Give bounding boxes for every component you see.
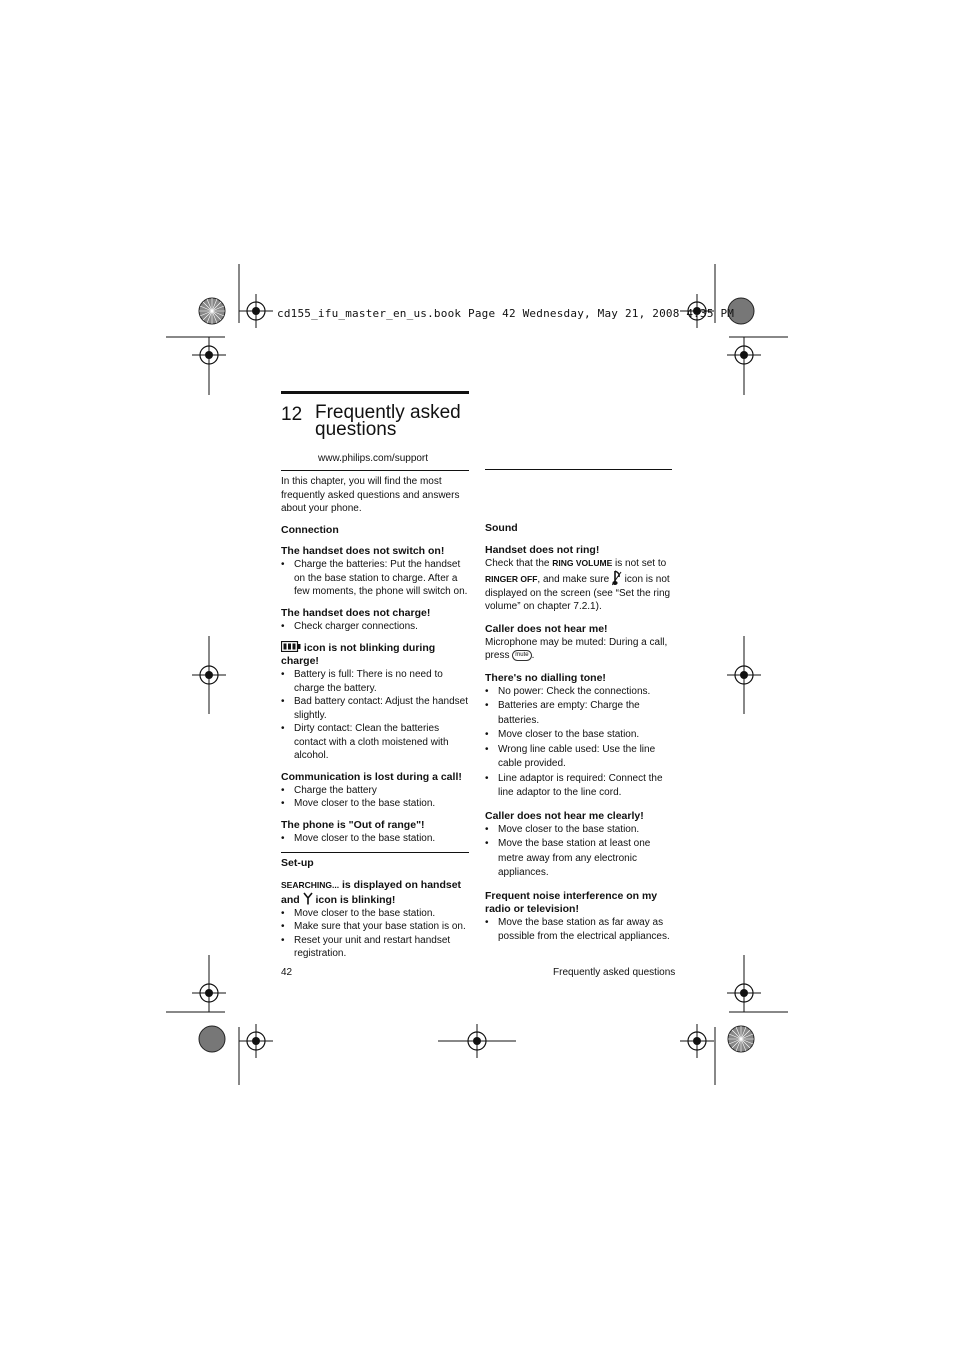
faq-list <box>281 832 471 846</box>
faq-title-part: icon is blinking! <box>312 893 396 906</box>
section-connection: Connection <box>281 523 339 536</box>
text-run: is not set to <box>612 557 667 569</box>
list-item: • Bad battery contact: Adjust the handset slightly. <box>281 695 471 722</box>
faq-title: Caller does not hear me clearly! <box>485 809 644 822</box>
list-item: • Move closer to the base station. <box>281 797 471 811</box>
right-column <box>485 522 675 945</box>
left-column <box>281 475 471 961</box>
list-item: • Move closer to the base station. <box>485 728 675 743</box>
list-item: • Make sure that your base station is on. <box>281 920 471 934</box>
faq-list <box>281 907 471 961</box>
list-item: • Move the base station as far away as possible from the electrical appliances. <box>485 916 675 945</box>
text-run: Microphone may be muted: During a call, press <box>485 636 668 661</box>
text-run: , and make sure <box>537 574 612 585</box>
faq-list <box>281 784 471 811</box>
list-item: • Dirty contact: Clean the batteries contact with a cloth moistened with alcohol. <box>281 722 471 763</box>
chapter-title: Frequently asked questions <box>315 402 461 440</box>
page-number: 42 <box>281 967 293 978</box>
text-run: Check that the <box>485 557 553 569</box>
faq-list <box>485 823 675 881</box>
list-item: • Battery is full: There is no need to charge the battery. <box>281 668 471 695</box>
searching-label: SEARCHING... <box>281 879 340 890</box>
section-sound: Sound <box>485 522 518 534</box>
faq-list <box>485 916 675 945</box>
faq-title: Caller does not hear me! <box>485 622 608 635</box>
faq-answer <box>485 557 675 614</box>
faq-title <box>281 641 471 668</box>
faq-answer <box>485 636 675 663</box>
faq-title: Frequent noise interference on my radio or television! <box>485 889 658 915</box>
faq-list <box>281 558 471 599</box>
faq-title: The phone is "Out of range"! <box>281 818 425 831</box>
ring-volume-label: RING VOLUME <box>552 557 613 568</box>
list-item: • Charge the batteries: Put the handset on the base station to charge. After a few moments, the phone will switch on. <box>281 558 471 599</box>
section-setup: Set-up <box>281 857 314 869</box>
faq-title: Handset does not ring! <box>485 543 600 556</box>
list-item: • Move closer to the base station. <box>485 823 675 838</box>
list-item: • Reset your unit and restart handset registration. <box>281 934 471 961</box>
text-run: icon is not displayed on the screen (see “Set the ring volume” on chapter 7.2.1). <box>485 574 671 612</box>
battery-icon <box>281 641 301 652</box>
right-column-rule <box>485 469 672 470</box>
faq-list <box>485 685 675 801</box>
list-item: • Move the base station at least one metre away from any electronic appliances. <box>485 837 675 881</box>
list-item: • Move closer to the base station. <box>281 907 471 921</box>
list-item: • Wrong line cable used: Use the line cable provided. <box>485 743 675 772</box>
list-item: • Check charger connections. <box>281 620 471 634</box>
list-item: • Line adaptor is required: Connect the line adaptor to the line cord. <box>485 772 675 801</box>
faq-title: The handset does not charge! <box>281 606 431 619</box>
intro-text: In this chapter, you will find the most frequently asked questions and answers about your phone. <box>281 476 460 514</box>
list-item: • Batteries are empty: Charge the batteries. <box>485 699 675 728</box>
faq-title: The handset does not switch on! <box>281 545 445 557</box>
faq-list <box>281 620 471 634</box>
faq-title: Communication is lost during a call! <box>281 770 462 783</box>
footer-section-title: Frequently asked questions <box>553 967 676 978</box>
list-item: • Move closer to the base station. <box>281 832 471 846</box>
faq-title <box>281 879 471 907</box>
list-item: • No power: Check the connections. <box>485 685 675 700</box>
faq-title-text: icon is not blinking during charge! <box>281 642 436 667</box>
mute-key-icon: mute <box>512 650 531 661</box>
chapter-number: 12 <box>281 404 303 425</box>
section-rule <box>281 852 469 853</box>
ringer-off-label: RINGER OFF <box>485 574 538 584</box>
chapter-rule <box>281 391 469 394</box>
print-header: cd155_ifu_master_en_us.book Page 42 Wednesday, May 21, 2008 4:35 PM <box>277 307 735 320</box>
faq-list <box>281 668 471 763</box>
faq-title-part: is displayed on handset and <box>281 878 462 906</box>
text-run: . <box>531 650 535 661</box>
list-item: • Charge the battery <box>281 784 471 798</box>
antenna-icon <box>303 892 313 905</box>
url-rule <box>281 470 469 471</box>
faq-title: There's no dialling tone! <box>485 671 606 684</box>
support-url[interactable]: www.philips.com/support <box>318 453 429 464</box>
ringer-off-icon <box>612 570 622 586</box>
